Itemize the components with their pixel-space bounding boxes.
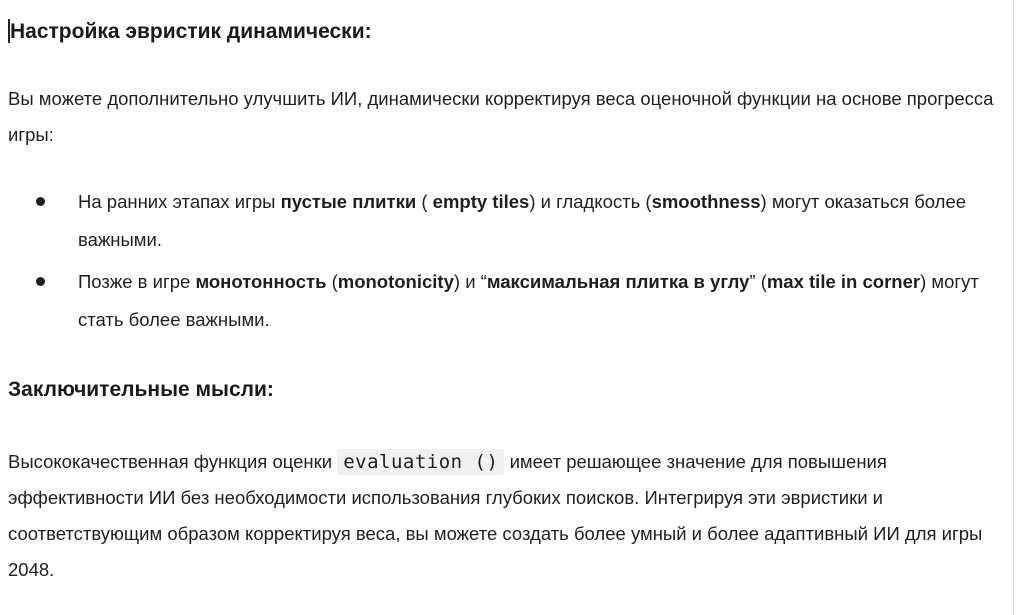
paragraph-text: Высококачественная функция оценки	[8, 451, 338, 472]
bold-term: empty tiles	[432, 191, 530, 212]
bold-term: пустые плитки	[280, 191, 417, 212]
bullet-text: На ранних этапах игры	[78, 191, 281, 212]
heuristics-bullet-list	[8, 183, 1008, 343]
inline-code: evaluation ()	[337, 449, 504, 475]
bullet-text: ” (	[749, 271, 767, 292]
bullet-text: (	[416, 191, 433, 212]
bullet-text: (	[326, 271, 338, 292]
bullet-text: ) и “	[453, 271, 487, 292]
list-item-late-game	[8, 263, 1008, 339]
bold-term: monotonicity	[337, 271, 454, 292]
bold-term: максимальная плитка в углу	[486, 271, 750, 292]
section-heading-final-thoughts: Заключительные мысли:	[8, 378, 274, 401]
bold-term: max tile in corner	[766, 271, 921, 292]
section-heading-dynamic-heuristics	[8, 18, 372, 46]
bullet-text: ) могут стать более важными.	[78, 271, 979, 330]
bold-term: монотонность	[195, 271, 327, 292]
page-edge-divider	[1013, 0, 1014, 615]
intro-paragraph: Вы можете дополнительно улучшить ИИ, динамически корректируя веса оценочной функции на основе прогресса игры:	[8, 88, 994, 145]
bullet-text: ) и гладкость (	[529, 191, 652, 212]
conclusion-paragraph	[8, 444, 1008, 588]
heading-text: Настройка эвристик динамически:	[10, 20, 372, 43]
bullet-text: Позже в игре	[78, 271, 196, 292]
list-item-early-game	[8, 183, 1008, 259]
paragraph-text: имеет решающее значение для повышения эффективности ИИ без необходимости использования глубоких поисков. Интегрируя эти эвристики и соответствующим образом корректируя веса, вы можете создать более умный и более адаптивный ИИ для игры 2048.	[8, 451, 983, 580]
bold-term: smoothness	[651, 191, 761, 212]
bullet-text: ) могут оказаться более важными.	[78, 191, 967, 250]
bullet-icon	[36, 197, 45, 206]
bullet-icon	[36, 277, 45, 286]
